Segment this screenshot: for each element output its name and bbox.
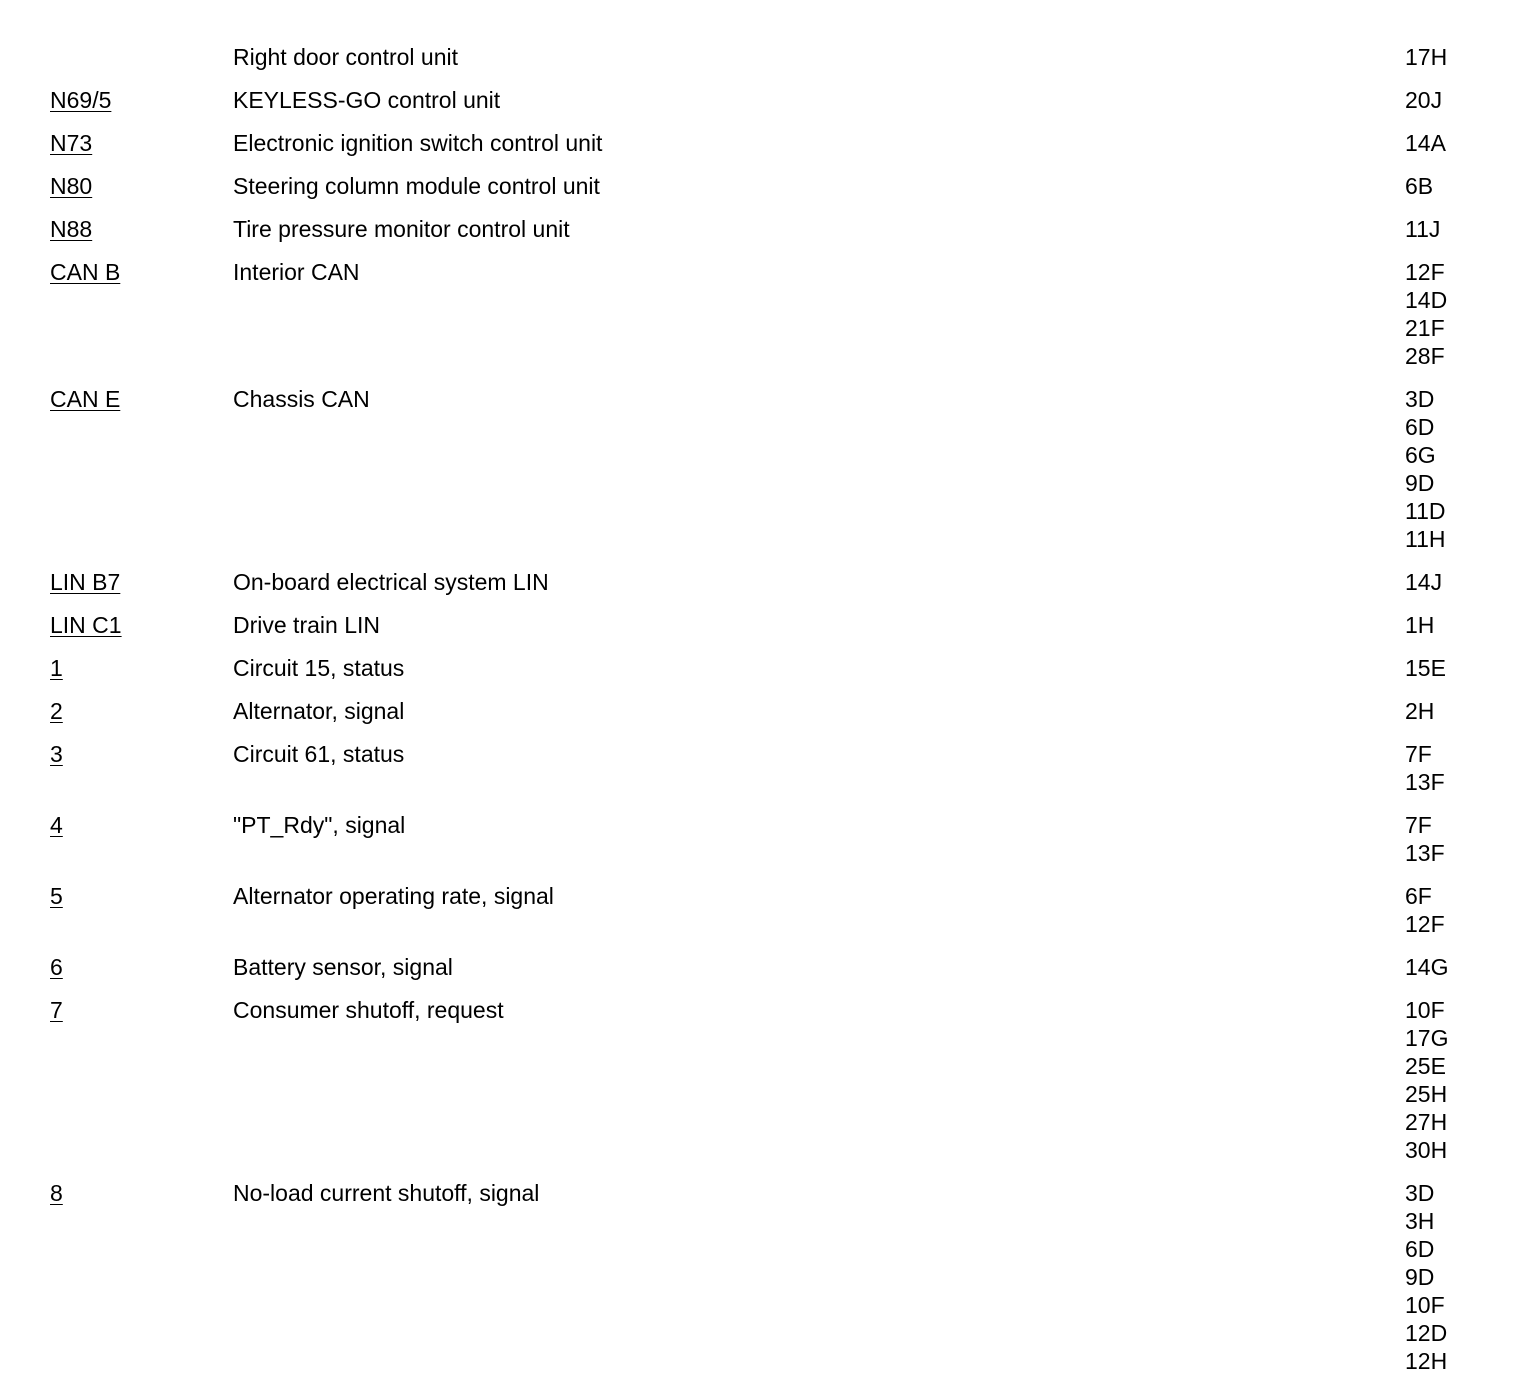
grid-reference: 6D — [1405, 414, 1435, 440]
component-code-link[interactable]: 6 — [50, 954, 63, 980]
legend-row — [50, 611, 1470, 639]
legend-row — [50, 385, 1470, 553]
component-code-link[interactable]: CAN E — [50, 386, 121, 412]
grid-reference: 17H — [1405, 44, 1448, 70]
grid-reference: 10F — [1405, 997, 1445, 1023]
grid-reference-list — [1405, 996, 1470, 1164]
grid-reference-list — [1405, 953, 1470, 981]
component-description: Alternator operating rate, signal — [233, 883, 554, 909]
legend-row — [50, 1179, 1470, 1375]
grid-reference: 2H — [1405, 698, 1435, 724]
grid-reference: 17G — [1405, 1025, 1449, 1051]
legend-row — [50, 996, 1470, 1164]
grid-reference: 12F — [1405, 911, 1445, 937]
grid-reference: 3D — [1405, 1180, 1435, 1206]
component-code-link[interactable]: 3 — [50, 741, 63, 767]
legend-row — [50, 697, 1470, 725]
grid-reference: 3D — [1405, 386, 1435, 412]
grid-reference: 11D — [1405, 498, 1446, 524]
legend-row — [50, 172, 1470, 200]
grid-reference: 12F — [1405, 259, 1445, 285]
grid-reference: 6G — [1405, 442, 1436, 468]
component-description: Circuit 61, status — [233, 741, 405, 767]
grid-reference: 25E — [1405, 1053, 1446, 1079]
grid-reference-list — [1405, 129, 1470, 157]
legend-row — [50, 654, 1470, 682]
legend-row — [50, 43, 1470, 71]
grid-reference: 14J — [1405, 569, 1443, 595]
component-code-link[interactable]: LIN B7 — [50, 569, 121, 595]
component-description: On-board electrical system LIN — [233, 569, 549, 595]
grid-reference: 27H — [1405, 1109, 1448, 1135]
grid-reference-list — [1405, 258, 1470, 370]
grid-reference-list — [1405, 43, 1470, 71]
grid-reference: 14D — [1405, 287, 1448, 313]
component-code-link[interactable]: CAN B — [50, 259, 121, 285]
grid-reference-list — [1405, 172, 1470, 200]
component-code-link[interactable]: 2 — [50, 698, 63, 724]
grid-reference: 13F — [1405, 840, 1445, 866]
legend-row — [50, 568, 1470, 596]
grid-reference-list — [1405, 882, 1470, 938]
grid-reference-list — [1405, 385, 1470, 553]
component-code-link[interactable]: 8 — [50, 1180, 63, 1206]
grid-reference: 6D — [1405, 1236, 1435, 1262]
grid-reference: 3H — [1405, 1208, 1435, 1234]
legend-row — [50, 953, 1470, 981]
grid-reference: 7F — [1405, 741, 1432, 767]
component-code-link[interactable]: 7 — [50, 997, 63, 1023]
grid-reference: 14G — [1405, 954, 1449, 980]
grid-reference-list — [1405, 568, 1470, 596]
component-description: Circuit 15, status — [233, 655, 405, 681]
grid-reference: 13F — [1405, 769, 1445, 795]
legend-row — [50, 129, 1470, 157]
component-code-link[interactable]: 5 — [50, 883, 63, 909]
grid-reference: 21F — [1405, 315, 1445, 341]
component-description: Electronic ignition switch control unit — [233, 130, 603, 156]
legend-row — [50, 258, 1470, 370]
legend-row — [50, 811, 1470, 867]
grid-reference: 11J — [1405, 216, 1441, 242]
grid-reference: 1H — [1405, 612, 1435, 638]
component-description: Tire pressure monitor control unit — [233, 216, 570, 242]
component-legend-table — [50, 43, 1470, 1390]
grid-reference: 7F — [1405, 812, 1432, 838]
component-description: No-load current shutoff, signal — [233, 1180, 540, 1206]
grid-reference-list — [1405, 86, 1470, 114]
grid-reference: 6B — [1405, 173, 1434, 199]
component-code-link[interactable]: N80 — [50, 173, 93, 199]
legend-row — [50, 215, 1470, 243]
grid-reference: 30H — [1405, 1137, 1448, 1163]
component-description: Battery sensor, signal — [233, 954, 453, 980]
component-code-link[interactable]: N88 — [50, 216, 93, 242]
component-description: Interior CAN — [233, 259, 360, 285]
grid-reference-list — [1405, 215, 1470, 243]
component-code-link[interactable]: N73 — [50, 130, 93, 156]
grid-reference: 12H — [1405, 1348, 1448, 1374]
component-description: KEYLESS-GO control unit — [233, 87, 501, 113]
component-description: Consumer shutoff, request — [233, 997, 504, 1023]
component-description: "PT_Rdy", signal — [233, 812, 406, 838]
component-description: Steering column module control unit — [233, 173, 600, 199]
component-code-link[interactable]: LIN C1 — [50, 612, 122, 638]
grid-reference: 10F — [1405, 1292, 1445, 1318]
component-description: Drive train LIN — [233, 612, 380, 638]
grid-reference: 20J — [1405, 87, 1443, 113]
grid-reference: 6F — [1405, 883, 1432, 909]
grid-reference: 28F — [1405, 343, 1445, 369]
legend-row — [50, 86, 1470, 114]
component-description: Right door control unit — [233, 44, 459, 70]
legend-row — [50, 740, 1470, 796]
grid-reference-list — [1405, 1179, 1470, 1375]
grid-reference-list — [1405, 740, 1470, 796]
grid-reference-list — [1405, 697, 1470, 725]
component-description: Alternator, signal — [233, 698, 405, 724]
component-code-link[interactable]: 4 — [50, 812, 63, 838]
component-description: Chassis CAN — [233, 386, 370, 412]
grid-reference: 9D — [1405, 1264, 1435, 1290]
grid-reference: 15E — [1405, 655, 1446, 681]
grid-reference-list — [1405, 654, 1470, 682]
legend-row — [50, 882, 1470, 938]
grid-reference: 25H — [1405, 1081, 1448, 1107]
grid-reference: 14A — [1405, 130, 1446, 156]
grid-reference-list — [1405, 611, 1470, 639]
grid-reference-list — [1405, 811, 1470, 867]
grid-reference: 9D — [1405, 470, 1435, 496]
grid-reference: 12D — [1405, 1320, 1448, 1346]
component-code-link[interactable]: N69/5 — [50, 87, 112, 113]
grid-reference: 11H — [1405, 526, 1446, 552]
component-code-link[interactable]: 1 — [50, 655, 63, 681]
